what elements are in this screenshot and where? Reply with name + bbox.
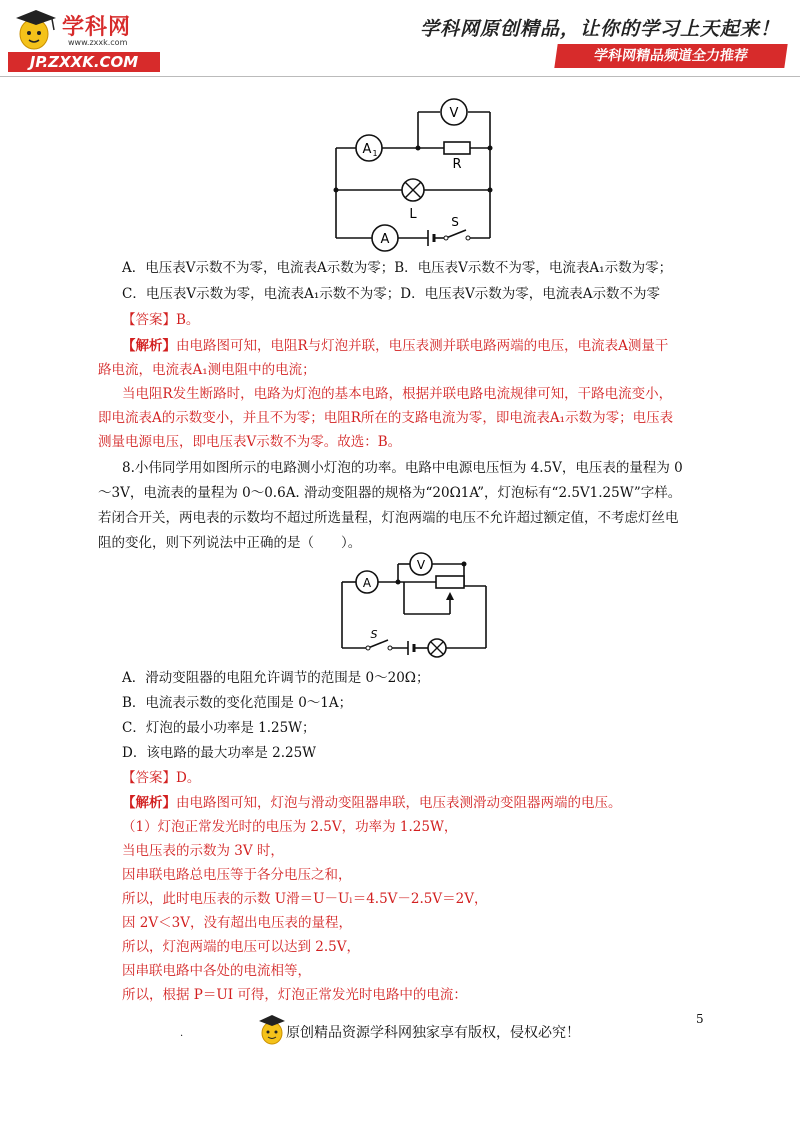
ammeter-a1-label: A [362, 142, 372, 157]
ammeter-a1-subscript: 1 [372, 149, 378, 158]
ammeter-a-symbol [372, 225, 398, 251]
q8-analysis-tag: 【解析】 [122, 795, 176, 811]
site-logo[interactable] [8, 8, 168, 74]
switch-symbol [444, 215, 470, 240]
voltmeter-label: V [449, 106, 459, 121]
battery-symbol [408, 641, 414, 655]
rheostat-symbol [436, 576, 464, 588]
q8-stem-line-3: 若闭合开关，两电表的示数均不超过所选量程，灯泡两端的电压不允许超过额定值，不考虑灯丝电 [98, 510, 679, 526]
q7-analysis-line-2: 路电流，电流表A₁测电阻中的电流； [98, 362, 316, 378]
brand-subtitle: www.zxxk.com [68, 38, 128, 47]
page-number: 5 [696, 1012, 704, 1026]
circuit-diagram-1 [328, 92, 498, 252]
header-slogan: 学科网原创精品，让你的学习上天起来！ [419, 18, 780, 40]
q7-answer: 【答案】B。 [122, 312, 200, 328]
resistor-symbol [444, 142, 470, 172]
q8-stem-line-4: 阻的变化，则下列说法中正确的是（ ）。 [98, 535, 362, 551]
switch-symbol [366, 628, 392, 650]
url-badge: JP.ZXXK.COM [8, 52, 160, 72]
footer-mascot-icon [258, 1014, 286, 1046]
q8-option-a: A．滑动变阻器的电阻允许调节的范围是 0～20Ω； [122, 670, 430, 686]
q7-analysis-line-1 [122, 334, 668, 358]
q8-option-b: B．电流表示数的变化范围是 0～1A； [122, 695, 353, 711]
q7-analysis-line-4: 即电流表A的示数变小，并且不为零；电阻R所在的支路电流为零，即电流表A₁示数为零；电压表 [98, 410, 674, 426]
q8-answer: 【答案】D。 [122, 770, 201, 786]
q7-options-line-2: C．电压表V示数为零，电流表A₁示数不为零；D．电压表V示数为零，电流表A示数不为零 [122, 286, 661, 302]
footer-copyright: 原创精品资源学科网独家享有版权，侵权必究！ [286, 1025, 580, 1041]
q8-analysis-line-9: 所以，根据 P＝UI 可得，灯泡正常发光时电路中的电流： [122, 987, 467, 1003]
q8-analysis-line-1 [122, 791, 622, 815]
q8-option-d: D．该电路的最大功率是 2.25W [122, 745, 317, 761]
resistor-label: R [452, 157, 462, 172]
q8-analysis-line-7: 所以，灯泡两端的电压可以达到 2.5V， [122, 939, 361, 955]
q8-option-c: C．灯泡的最小功率是 1.25W； [122, 720, 316, 736]
q7-options-line-1: A．电压表V示数不为零，电流表A示数为零；B．电压表V示数不为零，电流表A₁示数为零； [122, 260, 673, 276]
voltmeter-label: V [416, 558, 426, 572]
q7-analysis-tag: 【解析】 [122, 338, 176, 354]
voltmeter-symbol [441, 99, 467, 125]
q7-analysis-line-3: 当电阻R发生断路时，电路为灯泡的基本电路，根据并联电路电流规律可知，干路电流变小， [122, 386, 673, 402]
q8-analysis-text-1: 由电路图可知，灯泡与滑动变阻器串联，电压表测滑动变阻器两端的电压。 [176, 795, 622, 811]
ammeter-a-label: A [380, 232, 390, 247]
ammeter-label: A [362, 576, 372, 590]
circuit-diagram-2 [334, 552, 494, 662]
q8-analysis-line-2: （1）灯泡正常发光时的电压为 2.5V，功率为 1.25W， [122, 819, 458, 835]
ammeter-symbol [356, 571, 378, 593]
q8-analysis-line-3: 当电压表的示数为 3V 时， [122, 843, 284, 859]
q7-analysis-text-1: 由电路图可知，电阻R与灯泡并联，电压表测并联电路两端的电压，电流表A测量干 [176, 338, 669, 354]
lamp-symbol [428, 639, 446, 657]
q7-analysis-line-5: 测量电源电压，即电压表V示数不为零。故选：B。 [98, 434, 402, 450]
q8-analysis-line-5: 所以，此时电压表的示数 U滑＝U－Uₗ＝4.5V－2.5V＝2V， [122, 891, 488, 907]
q8-analysis-line-6: 因 2V＜3V，没有超出电压表的量程， [122, 915, 352, 931]
switch-label: S [370, 628, 378, 641]
q8-stem-line-2: ～3V，电流表的量程为 0～0.6A. 滑动变阻器的规格为“20Ω1A”，灯泡标有“2.5V1.25W”字样。 [98, 485, 682, 501]
battery-symbol [428, 230, 434, 246]
footer-dot: . [180, 1028, 184, 1039]
q8-analysis-line-8: 因串联电路中各处的电流相等， [122, 963, 311, 979]
ammeter-a1-symbol [356, 135, 382, 161]
lamp-label: L [409, 207, 417, 222]
q8-stem-line-1: 8.小伟同学用如图所示的电路测小灯泡的功率。电路中电源电压恒为 4.5V，电压表的量程为 0 [122, 460, 683, 476]
q8-analysis-line-4: 因串联电路总电压等于各分电压之和， [122, 867, 352, 883]
switch-label: S [451, 215, 459, 229]
voltmeter-symbol [410, 553, 432, 575]
brand-name: 学科网 [62, 15, 132, 40]
header-banner: 学科网精品频道全力推荐 [554, 44, 787, 68]
mascot-icon [12, 8, 60, 52]
lamp-symbol [402, 179, 424, 222]
header-divider [0, 76, 800, 77]
